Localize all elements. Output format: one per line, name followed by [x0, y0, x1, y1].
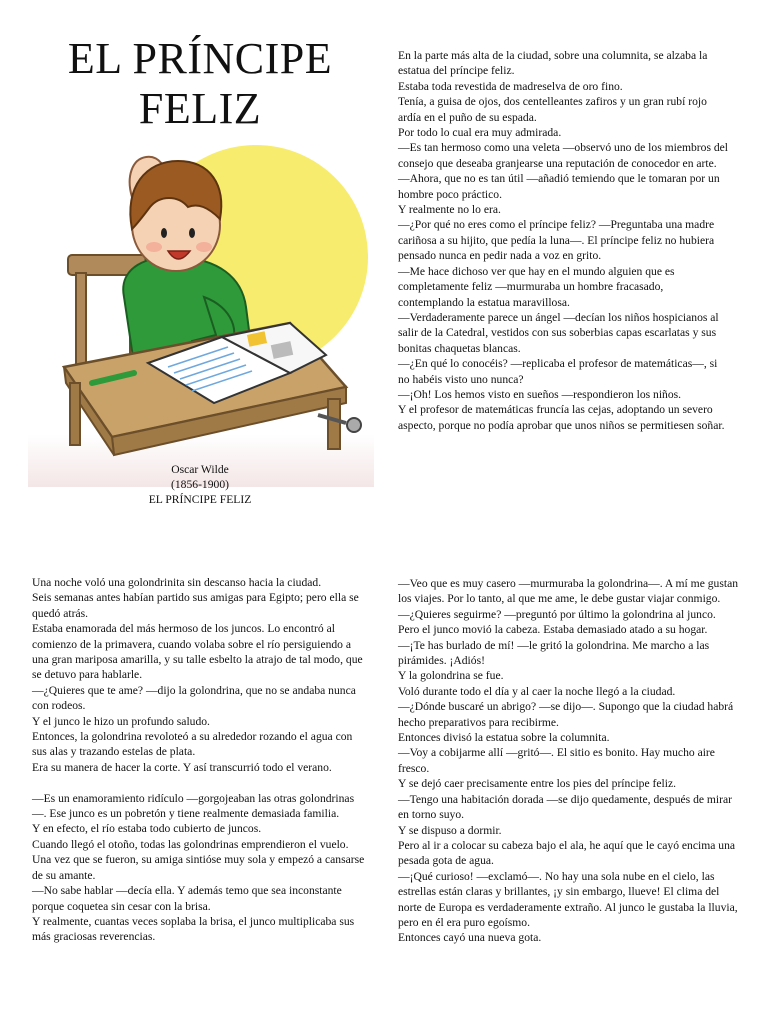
text-column-bottom-left: [32, 575, 368, 945]
paragraph: Una noche voló una golondrinita sin descanso hacia la ciudad.: [32, 576, 322, 589]
paragraph: En la parte más alta de la ciudad, sobre una columnita, se alzaba la estatua del príncipe feliz.: [398, 49, 708, 78]
paragraph: Y se dispuso a dormir.: [398, 823, 502, 837]
paragraph: —Veo que es muy casero —murmuraba la golondrina—. A mí me gustan los viajes. Por lo tanto, al que me ame, le debe gustar viajar conmigo.: [398, 577, 739, 606]
paragraph: —Verdaderamente parece un ángel —decían los niños hospicianos al salir de la Catedral, vestidos con sus soberbias capas escarlatas y sus bonitas chaquetas blancas.: [398, 310, 719, 355]
paragraph: —Ahora, que no es tan útil —añadió temiendo que le tomaran por un hombre poco práctico.: [398, 172, 720, 201]
paragraph: Por todo lo cual era muy admirada.: [398, 126, 562, 140]
paragraph: Estaba toda revestida de madreselva de oro fino.: [398, 79, 623, 93]
caption-author: Oscar Wilde: [171, 463, 229, 476]
paragraph: —¿En qué lo conocéis? —replicaba el profesor de matemáticas—, si no habéis visto uno nunca?: [398, 357, 718, 386]
paragraph: Y en efecto, el río estaba todo cubierto de juncos.: [32, 822, 262, 836]
paragraph: —Voy a cobijarme allí —gritó—. El sitio es bonito. Hay mucho aire fresco.: [398, 746, 715, 775]
text-column-bottom-right: [398, 576, 738, 946]
paragraph: —Me hace dichoso ver que hay en el mundo alguien que es completamente feliz —murmuraba un hombre fracasado, contemplando la estatua maravillosa.: [398, 264, 675, 309]
page-title-line-2: FELIZ: [138, 84, 262, 133]
paragraph: Pero el junco movió la cabeza. Estaba demasiado atado a su hogar.: [398, 623, 708, 637]
paragraph: —Tengo una habitación dorada —se dijo quedamente, después de mirar en torno suyo.: [398, 792, 733, 822]
paragraph: Y el profesor de matemáticas fruncía las cejas, adoptando un severo aspecto, porque no podía aprobar que unos niños se permitiesen soñar.: [398, 403, 725, 432]
paragraph: Entonces cayó una nueva gota.: [398, 931, 542, 945]
paragraph: —¿Por qué no eres como el príncipe feliz? —Preguntaba una madre cariñosa a su hijito, que pedía la luna—. El príncipe feliz no hubiera pensado nunca en pedir nada a voz en grito.: [398, 218, 715, 263]
title-block: [30, 34, 370, 134]
child-at-desk-illustration: [28, 137, 374, 487]
paragraph: —No sabe hablar —decía ella. Y además temo que sea inconstante porque coquetea sin cesar con la brisa.: [32, 884, 342, 913]
paragraph: Y realmente, cuantas veces soplaba la brisa, el junco multiplicaba sus más graciosas reverencias.: [32, 914, 355, 944]
paragraph: —Es tan hermoso como una veleta —observó uno de los miembros del consejo que deseaba granjearse una reputación de conocedor en arte.: [398, 141, 729, 170]
paragraph: —¿Quieres que te ame? —dijo la golondrina, que no se andaba nunca con rodeos.: [32, 683, 356, 713]
text-column-top-right: [398, 48, 730, 433]
paragraph: Estaba enamorada del más hermoso de los juncos. Lo encontró al comienzo de la primavera, cuando volaba sobre el río persiguiendo a una gran mariposa amarilla, y su talle esbelto la atrajo de tal modo, que se detuvo para hablarle.: [32, 622, 363, 682]
child-head: [130, 161, 221, 271]
paragraph: —¿Dónde buscaré un abrigo? —se dijo—. Supongo que la ciudad habrá hecho preparativos para recibirme.: [398, 700, 734, 729]
caption-work: EL PRÍNCIPE FELIZ: [148, 493, 252, 506]
paragraph: —¡Oh! Los hemos visto en sueños —respondieron los niños.: [398, 387, 682, 401]
paragraph: Entonces, la golondrina revoloteó a su alrededor rozando el agua con sus alas y trazando estelas de plata.: [32, 730, 353, 759]
paragraph: Y se dejó caer precisamente entre los pies del príncipe feliz.: [398, 777, 677, 791]
paragraph: Era su manera de hacer la corte. Y así transcurrió todo el verano.: [32, 760, 332, 774]
paragraph: Cuando llegó el otoño, todas las golondrinas emprendieron el vuelo.: [32, 837, 349, 851]
paragraph: Y la golondrina se fue.: [398, 669, 504, 683]
paragraph-gap: [32, 775, 368, 790]
paragraph: —¡Qué curioso! —exclamó—. No hay una sola nube en el cielo, las estrellas están claras y brillantes, ¡y sin embargo, llueve! El clima del norte de Europa es verdaderamente extraño. Al junco le gustaba la lluvia, pero en él era puro egoísmo.: [398, 869, 738, 929]
figure-caption: [100, 462, 300, 507]
paragraph: Y realmente no lo era.: [398, 203, 501, 217]
paragraph: Voló durante todo el día y al caer la noche llegó a la ciudad.: [398, 684, 676, 698]
paragraph: Una vez que se fueron, su amiga sintióse muy sola y empezó a cansarse de su amante.: [32, 853, 365, 882]
paragraph: Y el junco le hizo un profundo saludo.: [32, 714, 210, 728]
caption-years: (1856-1900): [171, 478, 229, 491]
paragraph: —Es un enamoramiento ridículo —gorgojeaban las otras golondrinas—. Ese junco es un pobretón y tiene realmente demasiada familia.: [32, 791, 355, 821]
paragraph: Seis semanas antes habían partido sus amigas para Egipto; pero ella se quedó atrás.: [32, 591, 359, 620]
paragraph: —¡Te has burlado de mí! —le gritó la golondrina. Me marcho a las pirámides. ¡Adiós!: [398, 638, 710, 668]
paragraph: Tenía, a guisa de ojos, dos centelleantes zafiros y un gran rubí rojo ardía en el puño de su espada.: [398, 95, 707, 124]
paragraph: Pero al ir a colocar su cabeza bajo el ala, he aquí que le cayó encima una pesada gota de agua.: [398, 838, 736, 868]
paragraph: Entonces divisó la estatua sobre la columnita.: [398, 731, 610, 745]
page-title-line-1: EL PRÍNCIPE: [67, 34, 333, 83]
paragraph: —¿Quieres seguirme? —preguntó por último la golondrina al junco.: [398, 607, 716, 621]
